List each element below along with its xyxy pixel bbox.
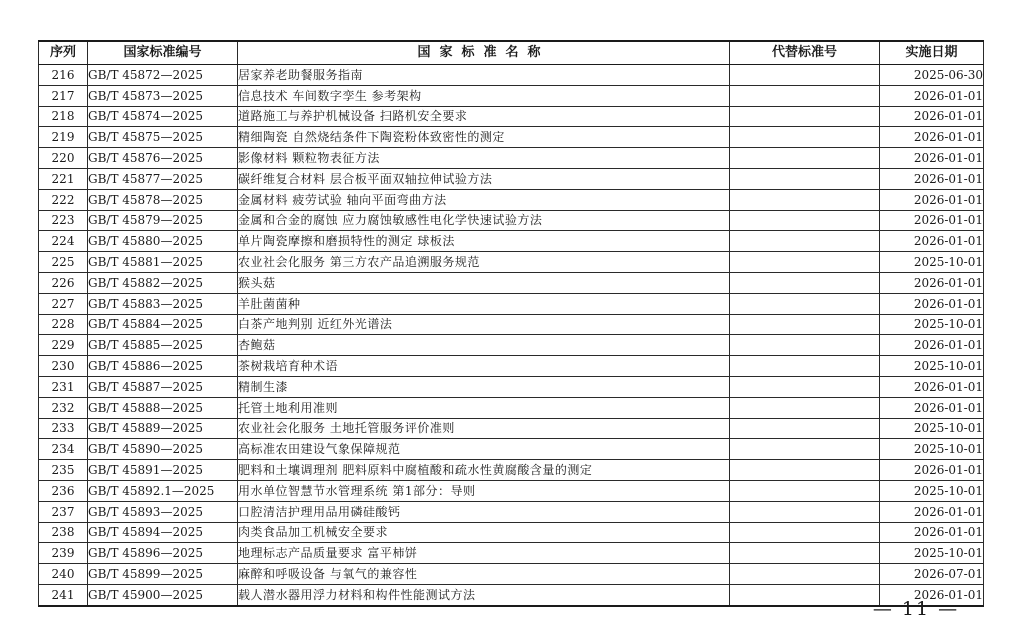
cell-seq: 227	[39, 293, 88, 314]
cell-standard-name: 肉类食品加工机械安全要求	[238, 522, 730, 543]
cell-replaced-standard	[730, 168, 880, 189]
cell-standard-name: 托管土地利用准则	[238, 397, 730, 418]
cell-seq: 236	[39, 480, 88, 501]
table-row	[39, 439, 984, 460]
header-code: 国家标准编号	[88, 41, 238, 65]
cell-standard-name: 肥料和土壤调理剂 肥料原料中腐植酸和疏水性黄腐酸含量的测定	[238, 460, 730, 481]
cell-standard-name: 单片陶瓷摩擦和磨损特性的测定 球板法	[238, 231, 730, 252]
cell-implementation-date: 2026-01-01	[880, 168, 984, 189]
cell-replaced-standard	[730, 480, 880, 501]
cell-standard-name: 羊肚菌菌种	[238, 293, 730, 314]
cell-seq: 219	[39, 127, 88, 148]
cell-replaced-standard	[730, 335, 880, 356]
cell-replaced-standard	[730, 543, 880, 564]
cell-implementation-date: 2026-01-01	[880, 85, 984, 106]
cell-replaced-standard	[730, 65, 880, 86]
cell-replaced-standard	[730, 314, 880, 335]
table-row	[39, 148, 984, 169]
cell-seq: 228	[39, 314, 88, 335]
cell-standard-name: 碳纤维复合材料 层合板平面双轴拉伸试验方法	[238, 168, 730, 189]
cell-implementation-date: 2026-01-01	[880, 501, 984, 522]
table-row	[39, 314, 984, 335]
table-row	[39, 397, 984, 418]
cell-standard-name: 地理标志产品质量要求 富平柿饼	[238, 543, 730, 564]
cell-implementation-date: 2025-10-01	[880, 418, 984, 439]
table-row	[39, 272, 984, 293]
cell-standard-name: 载人潜水器用浮力材料和构件性能测试方法	[238, 584, 730, 605]
cell-standard-name: 茶树栽培育种术语	[238, 356, 730, 377]
table-row	[39, 252, 984, 273]
table-row	[39, 564, 984, 585]
cell-standard-code: GB/T 45884—2025	[88, 314, 238, 335]
table-row	[39, 106, 984, 127]
cell-seq: 217	[39, 85, 88, 106]
cell-implementation-date: 2025-10-01	[880, 356, 984, 377]
cell-standard-code: GB/T 45885—2025	[88, 335, 238, 356]
header-seq: 序列	[39, 41, 88, 65]
cell-seq: 241	[39, 584, 88, 605]
cell-seq: 220	[39, 148, 88, 169]
cell-seq: 216	[39, 65, 88, 86]
cell-standard-name: 道路施工与养护机械设备 扫路机安全要求	[238, 106, 730, 127]
cell-implementation-date: 2026-01-01	[880, 148, 984, 169]
cell-standard-code: GB/T 45893—2025	[88, 501, 238, 522]
cell-replaced-standard	[730, 148, 880, 169]
cell-standard-code: GB/T 45889—2025	[88, 418, 238, 439]
cell-replaced-standard	[730, 293, 880, 314]
cell-seq: 218	[39, 106, 88, 127]
cell-standard-name: 高标准农田建设气象保障规范	[238, 439, 730, 460]
cell-replaced-standard	[730, 231, 880, 252]
cell-implementation-date: 2025-06-30	[880, 65, 984, 86]
cell-replaced-standard	[730, 397, 880, 418]
cell-replaced-standard	[730, 460, 880, 481]
cell-replaced-standard	[730, 272, 880, 293]
cell-implementation-date: 2025-10-01	[880, 480, 984, 501]
cell-standard-code: GB/T 45873—2025	[88, 85, 238, 106]
cell-standard-code: GB/T 45881—2025	[88, 252, 238, 273]
table-row	[39, 418, 984, 439]
cell-seq: 224	[39, 231, 88, 252]
cell-seq: 222	[39, 189, 88, 210]
cell-standard-code: GB/T 45879—2025	[88, 210, 238, 231]
table-row	[39, 460, 984, 481]
cell-standard-code: GB/T 45876—2025	[88, 148, 238, 169]
cell-standard-name: 农业社会化服务 土地托管服务评价准则	[238, 418, 730, 439]
cell-replaced-standard	[730, 356, 880, 377]
cell-implementation-date: 2025-10-01	[880, 543, 984, 564]
cell-implementation-date: 2026-01-01	[880, 272, 984, 293]
cell-implementation-date: 2026-01-01	[880, 397, 984, 418]
cell-seq: 221	[39, 168, 88, 189]
table-row	[39, 584, 984, 605]
cell-implementation-date: 2026-01-01	[880, 460, 984, 481]
cell-standard-name: 精制生漆	[238, 376, 730, 397]
cell-replaced-standard	[730, 252, 880, 273]
cell-standard-name: 猴头菇	[238, 272, 730, 293]
table-row	[39, 543, 984, 564]
cell-standard-code: GB/T 45891—2025	[88, 460, 238, 481]
cell-replaced-standard	[730, 501, 880, 522]
table-row	[39, 85, 984, 106]
cell-standard-code: GB/T 45888—2025	[88, 397, 238, 418]
cell-standard-code: GB/T 45872—2025	[88, 65, 238, 86]
cell-replaced-standard	[730, 439, 880, 460]
cell-seq: 235	[39, 460, 88, 481]
cell-implementation-date: 2026-01-01	[880, 335, 984, 356]
cell-seq: 230	[39, 356, 88, 377]
cell-replaced-standard	[730, 85, 880, 106]
table-row	[39, 480, 984, 501]
cell-seq: 233	[39, 418, 88, 439]
cell-replaced-standard	[730, 189, 880, 210]
cell-implementation-date: 2026-01-01	[880, 293, 984, 314]
cell-seq: 238	[39, 522, 88, 543]
cell-standard-code: GB/T 45896—2025	[88, 543, 238, 564]
cell-standard-name: 用水单位智慧节水管理系统 第1部分：导则	[238, 480, 730, 501]
cell-standard-name: 农业社会化服务 第三方农产品追溯服务规范	[238, 252, 730, 273]
cell-standard-code: GB/T 45892.1—2025	[88, 480, 238, 501]
table-body	[39, 65, 984, 606]
cell-standard-code: GB/T 45878—2025	[88, 189, 238, 210]
cell-seq: 231	[39, 376, 88, 397]
cell-replaced-standard	[730, 522, 880, 543]
cell-seq: 232	[39, 397, 88, 418]
header-name: 国家标准名称	[238, 41, 730, 65]
table-row	[39, 65, 984, 86]
cell-standard-name: 影像材料 颗粒物表征方法	[238, 148, 730, 169]
table-row	[39, 335, 984, 356]
cell-implementation-date: 2026-01-01	[880, 522, 984, 543]
cell-implementation-date: 2026-01-01	[880, 210, 984, 231]
cell-implementation-date: 2026-01-01	[880, 376, 984, 397]
cell-replaced-standard	[730, 127, 880, 148]
cell-replaced-standard	[730, 106, 880, 127]
cell-standard-name: 信息技术 车间数字孪生 参考架构	[238, 85, 730, 106]
cell-standard-code: GB/T 45890—2025	[88, 439, 238, 460]
table-row	[39, 231, 984, 252]
cell-implementation-date: 2026-01-01	[880, 231, 984, 252]
cell-replaced-standard	[730, 564, 880, 585]
page-number: — 11 —	[872, 598, 960, 620]
cell-seq: 229	[39, 335, 88, 356]
cell-standard-name: 口腔清洁护理用品用磷硅酸钙	[238, 501, 730, 522]
cell-implementation-date: 2025-10-01	[880, 439, 984, 460]
cell-replaced-standard	[730, 584, 880, 605]
table-row	[39, 522, 984, 543]
cell-standard-name: 金属和合金的腐蚀 应力腐蚀敏感性电化学快速试验方法	[238, 210, 730, 231]
cell-replaced-standard	[730, 376, 880, 397]
cell-seq: 226	[39, 272, 88, 293]
cell-standard-code: GB/T 45886—2025	[88, 356, 238, 377]
table-row	[39, 168, 984, 189]
cell-standard-code: GB/T 45887—2025	[88, 376, 238, 397]
cell-seq: 240	[39, 564, 88, 585]
cell-replaced-standard	[730, 210, 880, 231]
table-row	[39, 501, 984, 522]
cell-standard-code: GB/T 45900—2025	[88, 584, 238, 605]
cell-seq: 223	[39, 210, 88, 231]
cell-seq: 239	[39, 543, 88, 564]
cell-seq: 225	[39, 252, 88, 273]
table-row	[39, 210, 984, 231]
cell-standard-name: 居家养老助餐服务指南	[238, 65, 730, 86]
standards-table	[38, 40, 984, 607]
cell-standard-code: GB/T 45899—2025	[88, 564, 238, 585]
cell-standard-name: 白茶产地判别 近红外光谱法	[238, 314, 730, 335]
cell-implementation-date: 2025-10-01	[880, 314, 984, 335]
cell-implementation-date: 2026-01-01	[880, 189, 984, 210]
cell-standard-code: GB/T 45882—2025	[88, 272, 238, 293]
cell-standard-code: GB/T 45883—2025	[88, 293, 238, 314]
cell-seq: 234	[39, 439, 88, 460]
cell-seq: 237	[39, 501, 88, 522]
cell-replaced-standard	[730, 418, 880, 439]
header-date: 实施日期	[880, 41, 984, 65]
table-row	[39, 127, 984, 148]
cell-standard-code: GB/T 45874—2025	[88, 106, 238, 127]
cell-implementation-date: 2026-01-01	[880, 106, 984, 127]
table-row	[39, 189, 984, 210]
header-replaced: 代替标准号	[730, 41, 880, 65]
table-row	[39, 376, 984, 397]
cell-standard-code: GB/T 45875—2025	[88, 127, 238, 148]
cell-implementation-date: 2026-01-01	[880, 127, 984, 148]
cell-standard-code: GB/T 45877—2025	[88, 168, 238, 189]
cell-standard-code: GB/T 45894—2025	[88, 522, 238, 543]
table-row	[39, 293, 984, 314]
cell-standard-name: 金属材料 疲劳试验 轴向平面弯曲方法	[238, 189, 730, 210]
cell-standard-name: 麻醉和呼吸设备 与氧气的兼容性	[238, 564, 730, 585]
cell-implementation-date: 2026-07-01	[880, 564, 984, 585]
table-row	[39, 356, 984, 377]
cell-implementation-date: 2026-01-01	[880, 584, 984, 605]
cell-standard-name: 杏鲍菇	[238, 335, 730, 356]
cell-standard-code: GB/T 45880—2025	[88, 231, 238, 252]
table-header-row	[39, 41, 984, 65]
cell-standard-name: 精细陶瓷 自然烧结条件下陶瓷粉体致密性的测定	[238, 127, 730, 148]
cell-implementation-date: 2025-10-01	[880, 252, 984, 273]
